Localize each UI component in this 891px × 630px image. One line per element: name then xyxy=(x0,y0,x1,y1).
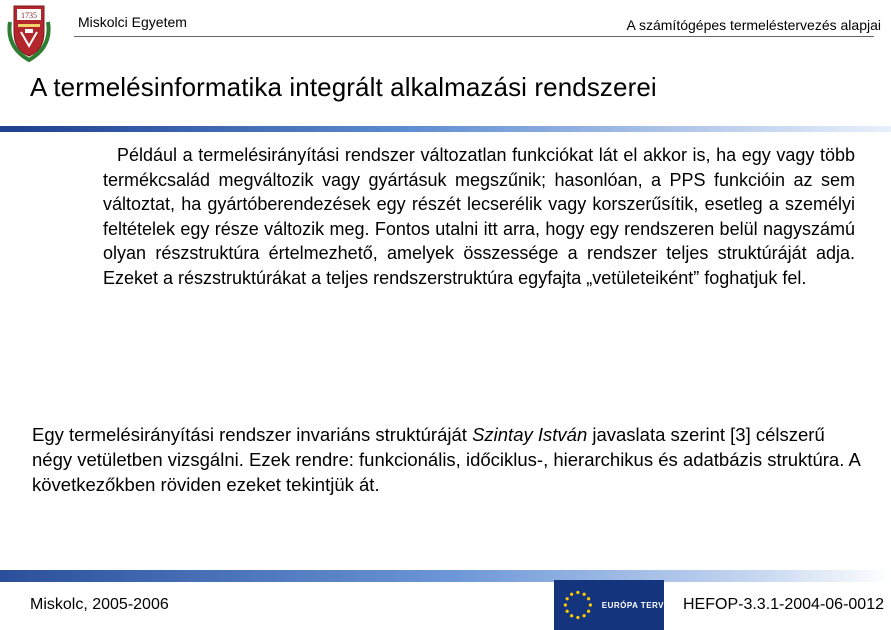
footer-project-code: HEFOP-3.3.1-2004-06-0012 xyxy=(683,596,884,613)
eu-stars-icon xyxy=(560,585,596,625)
svg-text:1735: 1735 xyxy=(21,11,37,20)
footer-bar xyxy=(0,570,891,582)
cited-author: Szintay István xyxy=(472,424,588,445)
body-paragraph-2 xyxy=(32,422,862,497)
course-name: A számítógépes termeléstervezés alapjai xyxy=(626,17,881,33)
university-name: Miskolci Egyetem xyxy=(78,14,187,30)
paragraph-2-text-end: javaslata szerint [3] célszerű négy vetületben vizsgálni. Ezek rendre: funkcionális, időciklus-, hierarchikus és adatbázis struktúra. A következőkben röviden ezeket tekintjük át. xyxy=(32,424,860,495)
europa-terv-label: EURÓPA TERV xyxy=(601,600,664,610)
slide-title: A termelésinformatika integrált alkalmazási rendszerei xyxy=(30,72,657,102)
university-crest xyxy=(4,2,54,64)
body-paragraph-1: Például a termelésirányítási rendszer változatlan funkciókat lát el akkor is, ha egy vagy több termékcsalád megváltozik vagy gyártásuk megszűnik; hasonlóan, a PPS funkcióin az sem változtat, ha gyártóberendezések egy részét lecserélik vagy korszerűsítik, esetleg a személyi feltételek egy része változik meg. Fontos utalni itt arra, hogy egy rendszeren belül nagyszámú olyan részstruktúra értelmezhető, amelyek összessége a rendszer teljes struktúráját adja. Ezeket a részstruktúrákat a teljes rendszerstruktúra egyfajta „vetületeiként” foghatjuk fel. xyxy=(103,145,855,288)
title-underline-bar xyxy=(0,126,891,132)
footer-location-date: Miskolc, 2005-2006 xyxy=(30,596,169,613)
paragraph-2-text-start: Egy termelésirányítási rendszer invariáns struktúráját xyxy=(32,424,473,445)
europa-terv-logo xyxy=(554,580,664,630)
header-divider xyxy=(74,36,874,37)
